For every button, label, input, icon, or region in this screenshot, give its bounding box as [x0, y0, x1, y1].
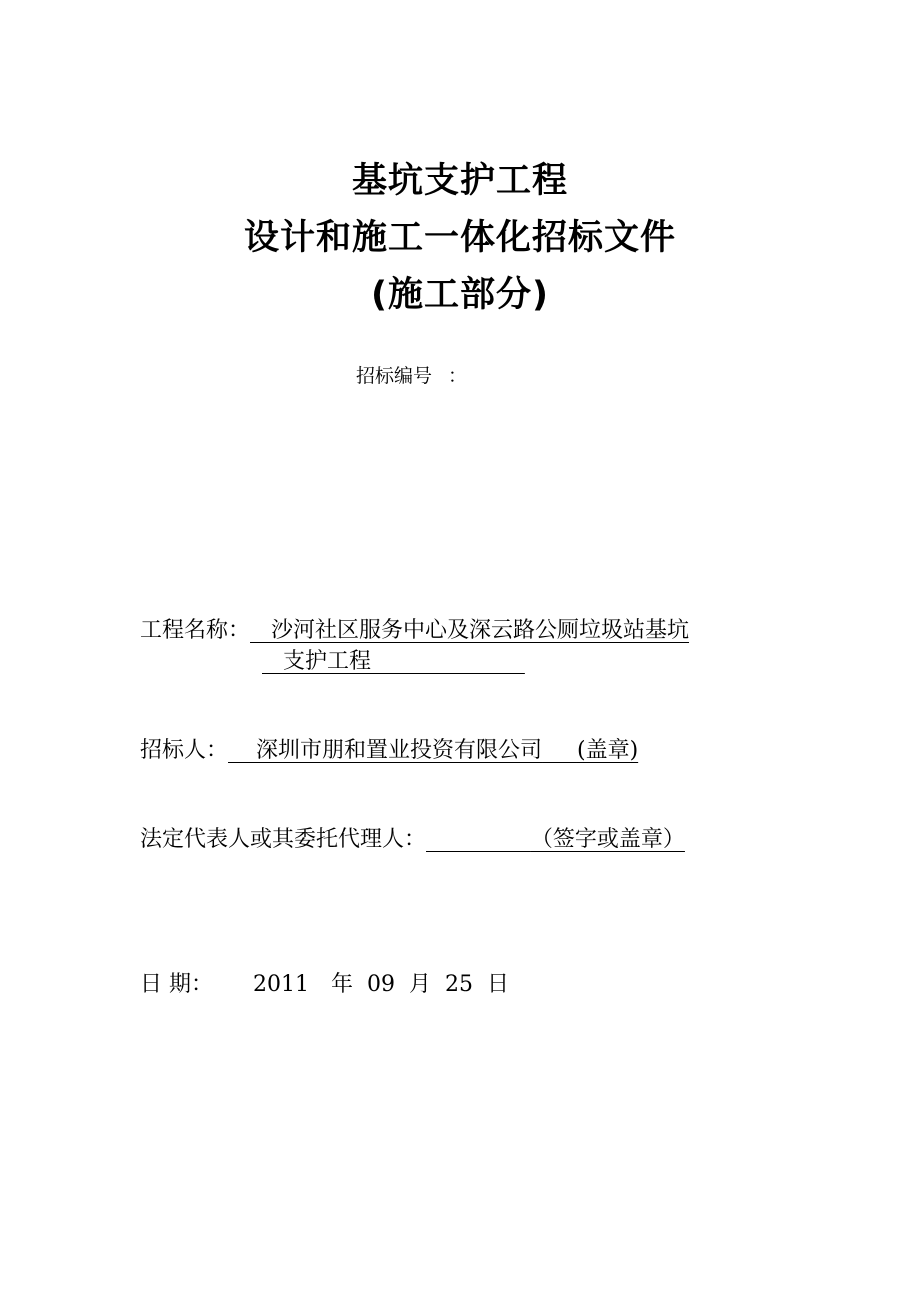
date-month-unit: 月 [409, 972, 432, 997]
date-year: 2011 [253, 972, 309, 997]
date-day: 25 [445, 972, 474, 997]
date-row [140, 972, 509, 998]
project-name-row [140, 618, 689, 644]
bid-number-label: 招标编号 [356, 365, 433, 387]
representative-label: 法定代表人或其委托代理人： [140, 827, 427, 852]
bid-number-colon: ： [448, 365, 468, 387]
bid-number-row [356, 364, 467, 388]
representative-signature-line [426, 827, 685, 852]
tenderer-row [140, 738, 638, 764]
date-month: 09 [367, 972, 396, 997]
representative-row [140, 827, 685, 853]
date-label: 日 期： [140, 972, 213, 997]
tenderer-label: 招标人： [140, 738, 229, 763]
project-name-continuation-row [262, 649, 525, 675]
project-name-value-line-1: 沙河社区服务中心及深云路公厕垃圾站基坑 [271, 618, 690, 643]
tenderer-value: 深圳市朋和置业投资有限公司 (盖章) [256, 738, 639, 763]
project-name-value-line-2: 支护工程 [282, 649, 371, 674]
document-title-line-3: (施工部分) [371, 275, 549, 315]
project-name-label: 工程名称： [140, 618, 251, 643]
date-year-unit: 年 [331, 972, 354, 997]
document-title-line-1: 基坑支护工程 [351, 161, 568, 201]
document-title-line-2: 设计和施工一体化招标文件 [243, 218, 676, 258]
representative-sign-note: （签字或盖章） [530, 827, 685, 852]
date-day-unit: 日 [487, 972, 510, 997]
tenderer-seal-note: (盖章) [576, 738, 639, 763]
